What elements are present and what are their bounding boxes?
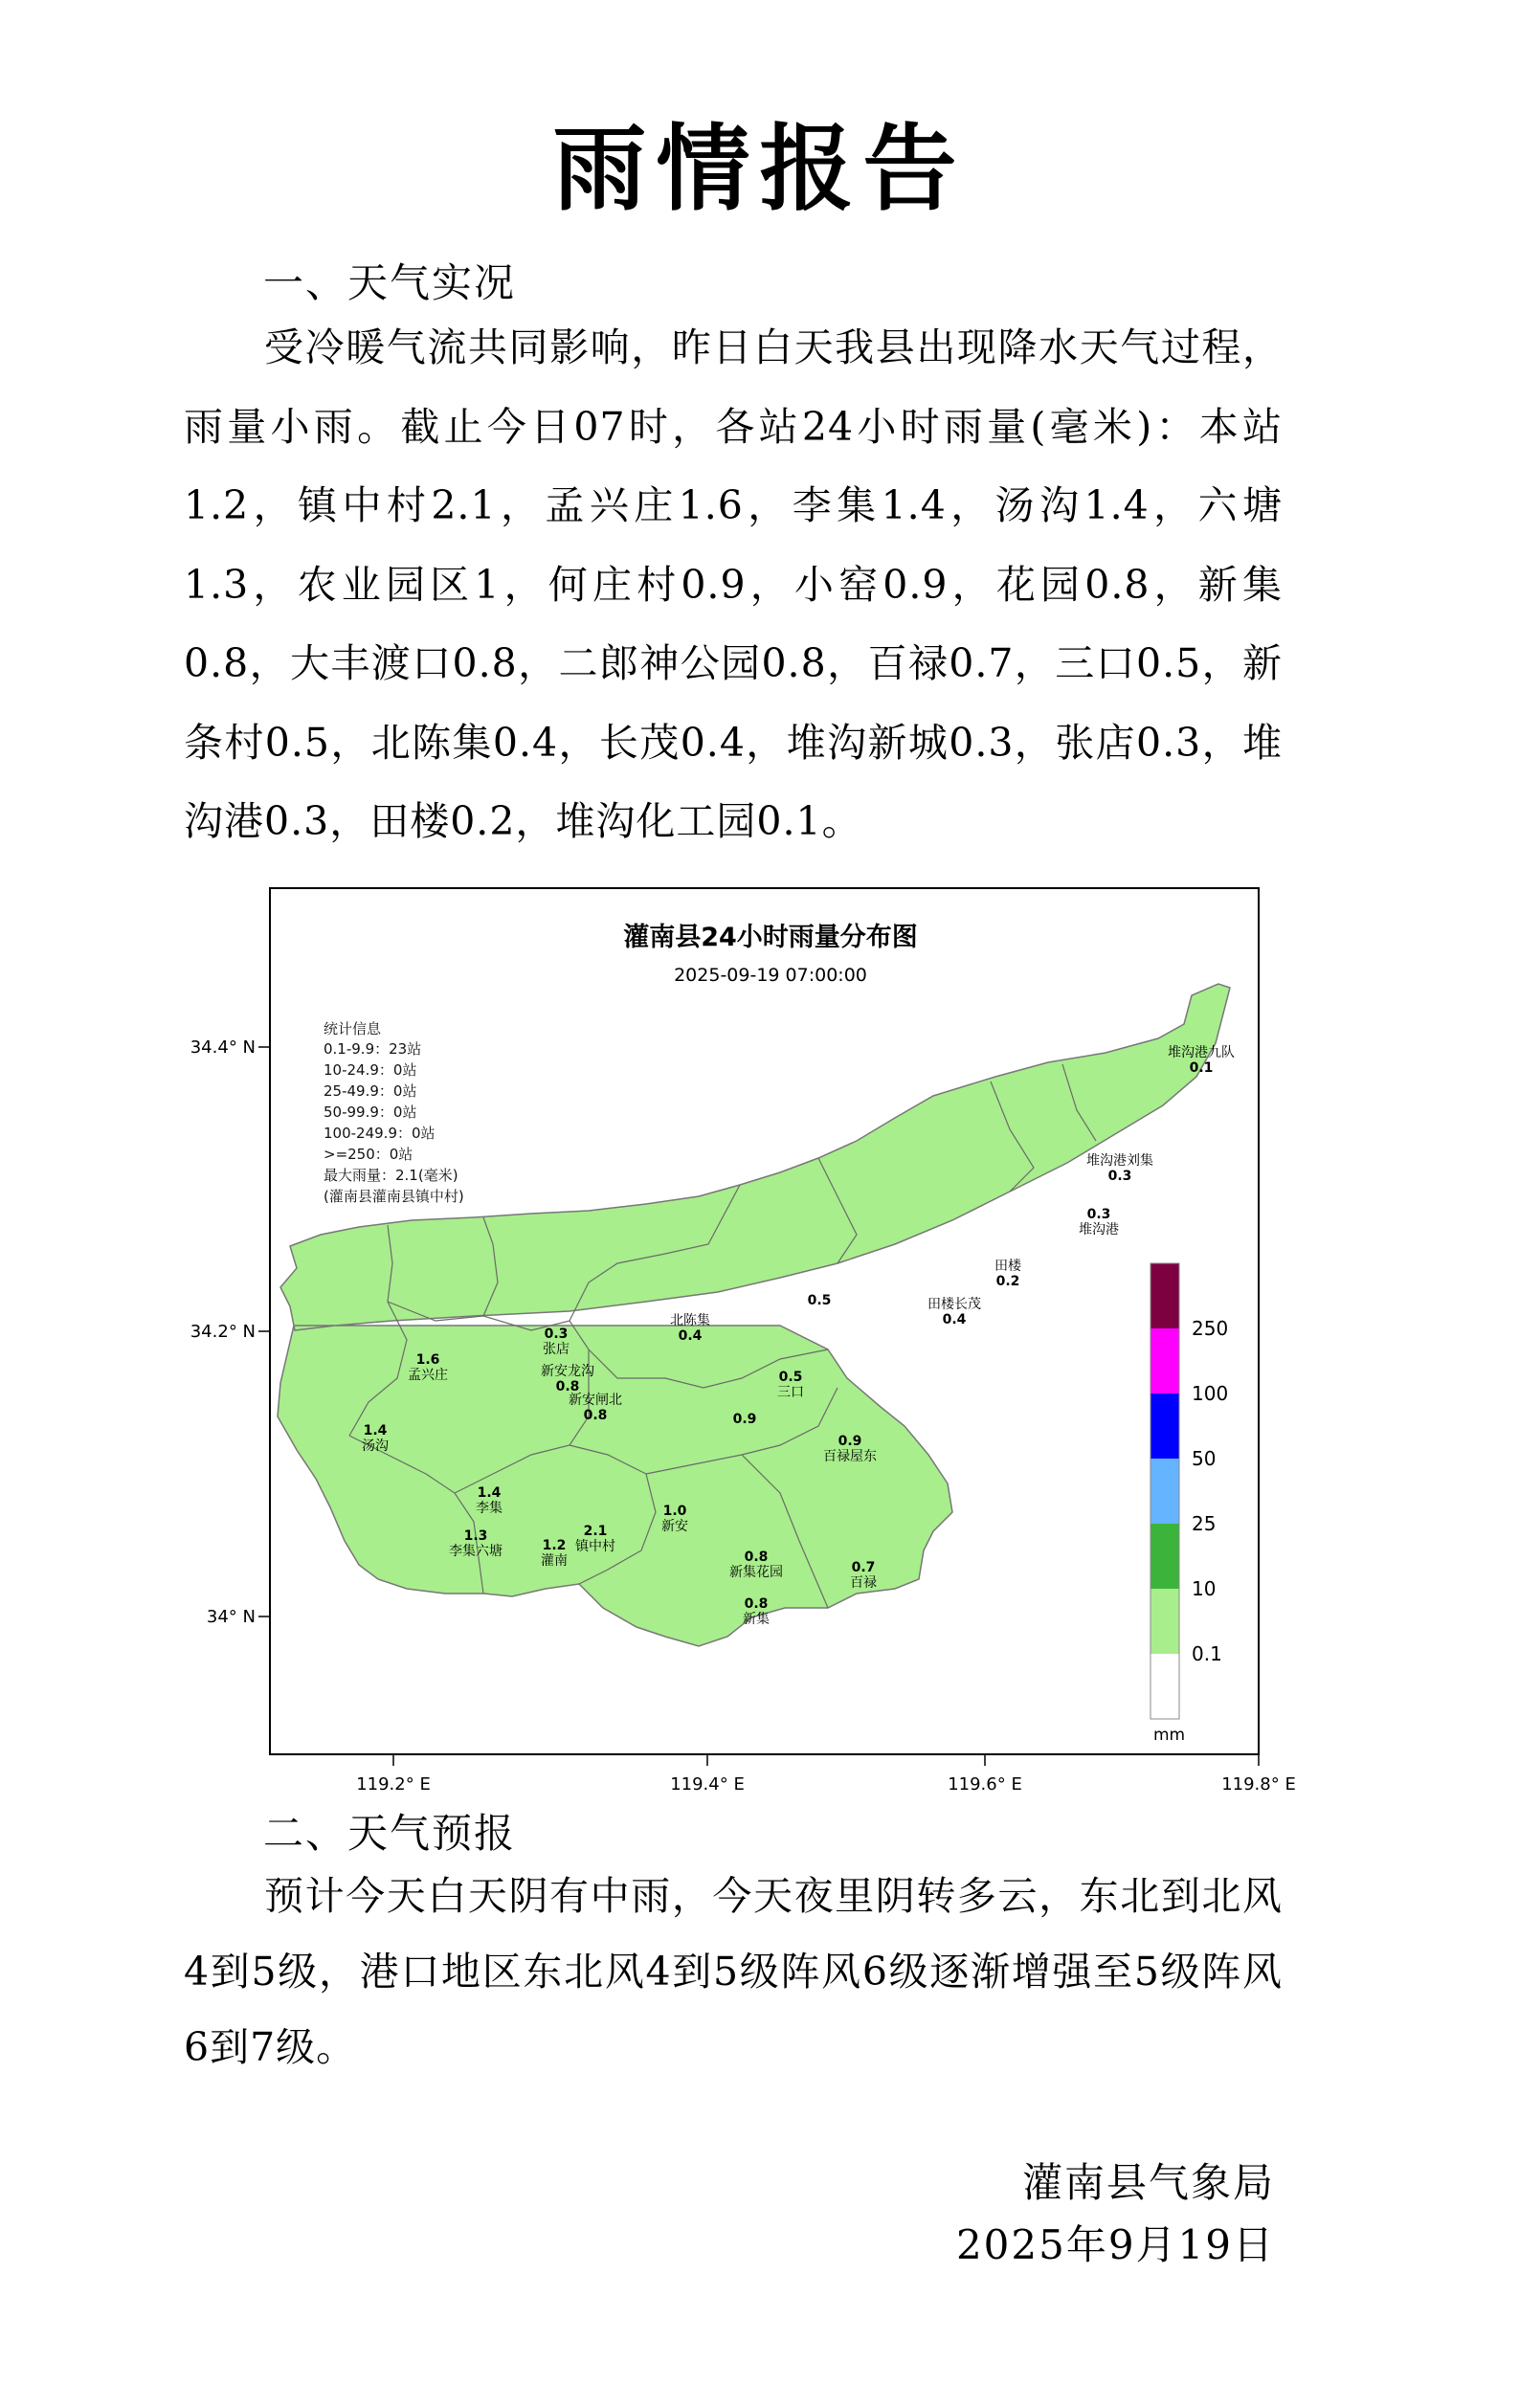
signature-org: 灌南县气象局 <box>1021 2159 1275 2206</box>
station-value: 1.4 <box>477 1485 502 1501</box>
map-title: 灌南县24小时雨量分布图 <box>623 923 918 952</box>
legend-swatch <box>1150 1654 1179 1719</box>
station-value: 0.2 <box>995 1274 1020 1289</box>
station-value: 0.8 <box>555 1379 580 1394</box>
legend-label: 0.1 <box>1192 1642 1222 1665</box>
station-name: 田楼 <box>994 1259 1021 1274</box>
station-value: 0.9 <box>838 1434 862 1449</box>
station-name: 堆沟港 <box>1079 1222 1119 1237</box>
station-value: 0.3 <box>544 1327 569 1342</box>
station-name: 三口 <box>777 1385 804 1400</box>
stats-line: 50-99.9：0站 <box>324 1104 417 1121</box>
stats-line: 10-24.9：0站 <box>324 1061 417 1079</box>
lon-label: 119.8° E <box>1221 1774 1296 1795</box>
lon-label: 119.6° E <box>948 1774 1022 1795</box>
map-subtitle: 2025-09-19 07:00:00 <box>674 965 867 986</box>
station-name: 镇中村 <box>575 1539 615 1554</box>
station-name: 孟兴庄 <box>408 1368 448 1383</box>
legend-label: 100 <box>1192 1382 1229 1405</box>
station-value: 0.5 <box>807 1293 832 1308</box>
lon-label: 119.4° E <box>670 1774 745 1795</box>
latitude-axis <box>190 1037 270 1627</box>
lat-label: 34° N <box>206 1607 256 1627</box>
observation-text: 受冷暖气流共同影响，昨日白天我县出现降水天气过程，雨量小雨。截止今日07时，各站24小时雨量(毫米)：本站1.2，镇中村2.1，孟兴庄1.6，李集1.4，汤沟1.4，六塘1.3，农业园区1，何庄村0.9，小窑0.9，花园0.8，新集0.8，大丰渡口0.8，二郎神公园0.8，百禄0.7，三口0.5，新条村0.5，北陈集0.4，长茂0.4，堆沟新城0.3，张店0.3，堆沟港0.3，田楼0.2，堆沟化工园0.1。 <box>184 324 1283 844</box>
station-value: 0.8 <box>744 1550 769 1565</box>
stats-line: >=250：0站 <box>324 1146 413 1163</box>
longitude-axis <box>356 1754 1296 1795</box>
stats-line: 0.1-9.9：23站 <box>324 1040 422 1058</box>
station-name: 汤沟 <box>362 1438 389 1454</box>
legend-label: 50 <box>1192 1447 1217 1470</box>
stats-line: 25-49.9：0站 <box>324 1082 417 1100</box>
station-name: 灌南 <box>541 1553 568 1569</box>
station-value: 0.3 <box>1086 1207 1111 1222</box>
station-name: 李集六塘 <box>449 1544 503 1559</box>
lat-label: 34.4° N <box>190 1037 256 1058</box>
report-title: 雨情报告 <box>552 115 967 224</box>
legend-unit: mm <box>1153 1726 1186 1745</box>
station-value: 0.4 <box>678 1328 703 1344</box>
station-value: 1.0 <box>662 1504 687 1519</box>
stats-line: (灌南县灌南县镇中村) <box>324 1188 464 1205</box>
lon-label: 119.2° E <box>356 1774 431 1795</box>
station-name: 百禄屋东 <box>823 1449 877 1464</box>
forecast-text: 预计今天白天阴有中雨，今天夜里阴转多云，东北到北风4到5级，港口地区东北风4到5级阵风6级逐渐增强至5级阵风6到7级。 <box>184 1873 1283 2070</box>
station-name: 新安龙沟 <box>541 1364 594 1379</box>
station-name: 百禄 <box>850 1575 877 1591</box>
station-value: 0.5 <box>778 1370 803 1385</box>
station-value: 1.3 <box>463 1528 488 1544</box>
station-name: 李集 <box>476 1501 503 1516</box>
station-value: 0.7 <box>851 1560 876 1575</box>
station-value: 0.9 <box>732 1412 757 1427</box>
stats-line: 最大雨量：2.1(毫米) <box>324 1167 458 1184</box>
station-value: 1.4 <box>363 1423 388 1438</box>
station-name: 堆沟港九队 <box>1168 1045 1235 1060</box>
signature-date: 2025年9月19日 <box>955 2221 1275 2268</box>
station-value: 0.8 <box>744 1596 769 1612</box>
section-heading-observation: 一、天气实况 <box>263 259 517 306</box>
station-name: 新安 <box>661 1519 688 1534</box>
station-value: 0.4 <box>942 1312 967 1327</box>
station-name: 新集 <box>743 1612 770 1627</box>
legend-swatch <box>1150 1263 1179 1328</box>
rainfall-map <box>168 881 1297 1799</box>
legend-swatch <box>1150 1524 1179 1589</box>
station-value: 0.8 <box>583 1408 608 1423</box>
legend-swatch <box>1150 1459 1179 1524</box>
legend-swatch <box>1150 1328 1179 1394</box>
station-value: 1.6 <box>415 1352 440 1368</box>
station-name: 堆沟港刘集 <box>1086 1153 1153 1169</box>
legend-label: 250 <box>1192 1317 1229 1340</box>
stats-line: 统计信息 <box>324 1020 382 1037</box>
station-name: 田楼长茂 <box>927 1297 981 1312</box>
legend-label: 25 <box>1192 1512 1217 1535</box>
station-name: 新集花园 <box>729 1565 783 1580</box>
station-value: 0.1 <box>1189 1060 1214 1076</box>
station-value: 1.2 <box>542 1538 567 1553</box>
station-name: 北陈集 <box>670 1313 710 1328</box>
legend-swatch <box>1150 1589 1179 1654</box>
section-heading-forecast: 二、天气预报 <box>263 1810 517 1857</box>
stats-line: 100-249.9：0站 <box>324 1125 436 1142</box>
legend-label: 10 <box>1192 1577 1217 1600</box>
station-value: 0.3 <box>1107 1169 1132 1184</box>
station-name: 张店 <box>543 1342 570 1357</box>
station-name: 新安闸北 <box>569 1393 622 1408</box>
lat-label: 34.2° N <box>190 1322 256 1342</box>
legend-swatch <box>1150 1394 1179 1459</box>
station-value: 2.1 <box>583 1524 608 1539</box>
